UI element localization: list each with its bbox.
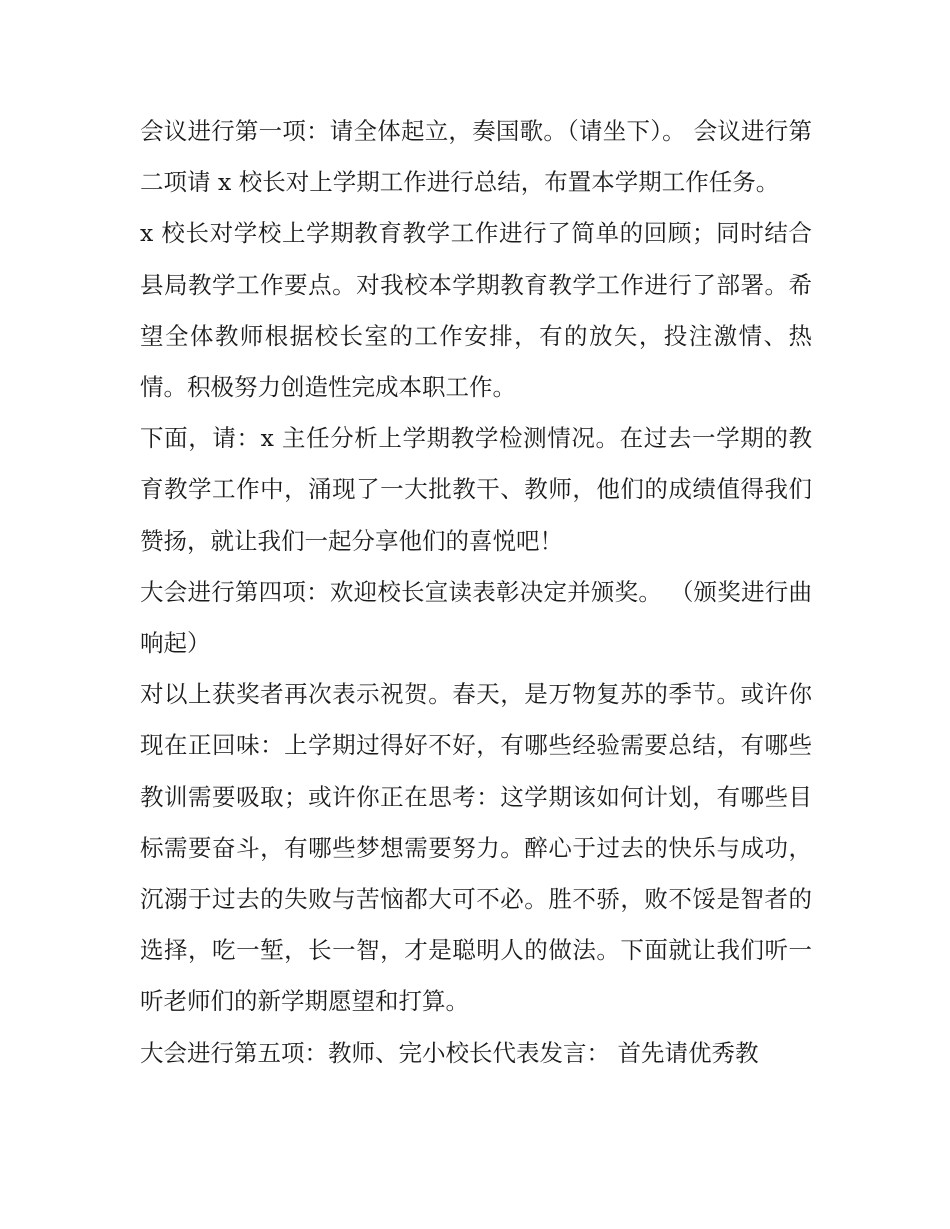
paragraph-director-analysis: 下面，请：x 主任分析上学期教学检测情况。在过去一学期的教育教学工作中，涌现了一大批教干、教师，他们的成绩值得我们赞扬，就让我们一起分享他们的喜悦吧！: [140, 424, 812, 555]
paragraph-principal-summary: x 校长对学校上学期教育教学工作进行了简单的回顾；同时结合县局教学工作要点。对我校本学期教育教学工作进行了部署。希望全体教师根据校长室的工作安排，有的放矢，投注激情、热情。积极努力创造性完成本职工作。: [140, 219, 812, 402]
paragraph-item-four-awards: 大会进行第四项：欢迎校长宣读表彰决定并颁奖。 （颁奖进行曲响起）: [140, 577, 812, 658]
paragraph-spring-reflection: 对以上获奖者再次表示祝贺。春天，是万物复苏的季节。或许你现在正回味：上学期过得好不好，有哪些经验需要总结，有哪些教训需要吸取；或许你正在思考：这学期该如何计划，有哪些目标需要奋斗，有哪些梦想需要努力。醉心于过去的快乐与成功，沉溺于过去的失败与苦恼都大可不必。胜不骄，败不馁是智者的选择，吃一堑，长一智，才是聪明人的做法。下面就让我们听一听老师们的新学期愿望和打算。: [140, 680, 812, 1016]
paragraph-opening-items: 会议进行第一项：请全体起立，奏国歌。（请坐下）。 会议进行第二项请 x 校长对上学期工作进行总结，布置本学期工作任务。: [140, 117, 812, 197]
document-body: [140, 106, 812, 1079]
paragraph-item-five-speeches: 大会进行第五项：教师、完小校长代表发言： 首先请优秀教: [140, 1038, 759, 1067]
